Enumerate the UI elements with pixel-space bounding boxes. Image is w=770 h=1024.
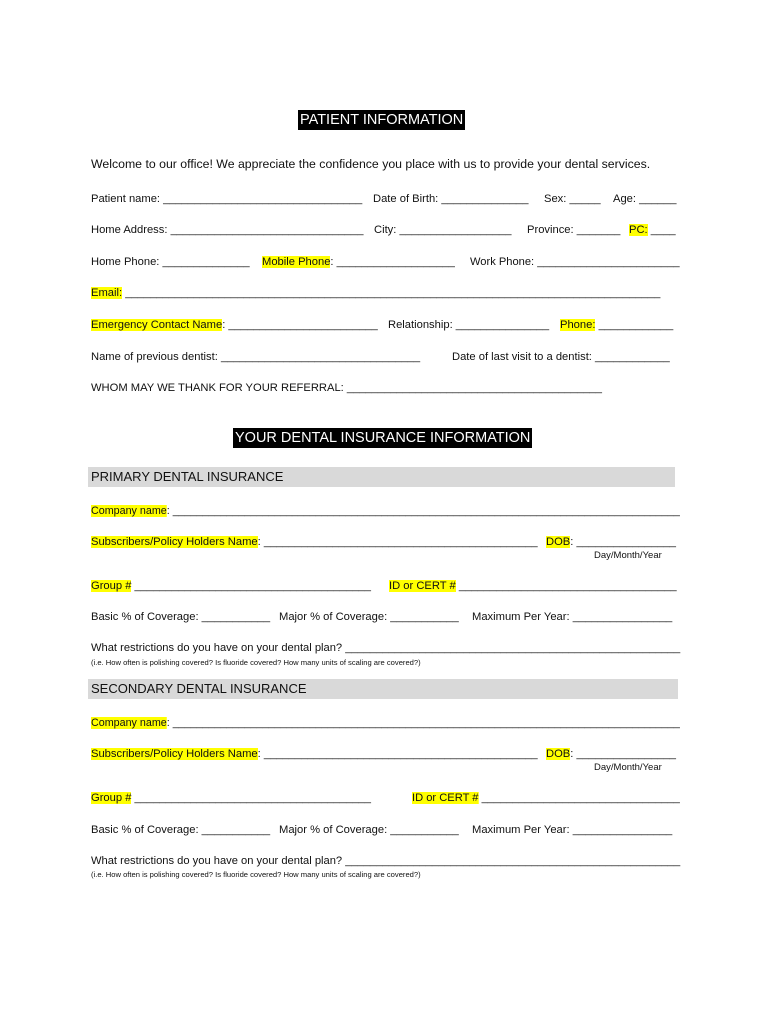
primary-id-field[interactable]	[389, 579, 677, 593]
secondary-subscriber-label: Subscribers/Policy Holders Name	[91, 748, 258, 760]
dob-field[interactable]: Date of Birth: ______________	[373, 193, 529, 205]
secondary-group-line: ______________________________________	[131, 792, 371, 804]
primary-major-coverage-field[interactable]: Major % of Coverage: ___________	[279, 611, 459, 623]
email-field[interactable]	[91, 286, 660, 300]
primary-subscriber-label: Subscribers/Policy Holders Name	[91, 536, 258, 548]
primary-dob-label: DOB	[546, 536, 571, 548]
secondary-dob-line: : ________________	[570, 748, 677, 760]
pc-field[interactable]	[629, 223, 676, 237]
secondary-group-field[interactable]	[91, 791, 371, 805]
mobile-phone-field[interactable]	[262, 255, 455, 269]
referral-field[interactable]: WHOM MAY WE THANK FOR YOUR REFERRAL: _________________________________________	[91, 382, 602, 394]
secondary-major-coverage-field[interactable]: Major % of Coverage: ___________	[279, 824, 459, 836]
primary-insurance-header: PRIMARY DENTAL INSURANCE	[88, 467, 675, 487]
primary-maximum-field[interactable]: Maximum Per Year: ________________	[472, 611, 673, 623]
secondary-id-field[interactable]	[412, 791, 680, 805]
primary-dob-line: : ________________	[570, 536, 677, 548]
secondary-company-field[interactable]	[91, 716, 680, 730]
secondary-id-line: ________________________________	[478, 792, 680, 804]
mobile-phone-label: Mobile Phone	[262, 256, 331, 268]
secondary-dob-hint: Day/Month/Year	[594, 762, 662, 773]
primary-dob-hint: Day/Month/Year	[594, 550, 662, 561]
secondary-id-label: ID or CERT #	[412, 792, 479, 804]
secondary-basic-coverage-field[interactable]: Basic % of Coverage: ___________	[91, 824, 271, 836]
last-visit-field[interactable]: Date of last visit to a dentist: ____________	[452, 351, 670, 363]
primary-company-line: : _____________________________________________________________________________________	[166, 505, 680, 517]
secondary-maximum-field[interactable]: Maximum Per Year: ________________	[472, 824, 673, 836]
secondary-group-label: Group #	[91, 792, 132, 804]
primary-subscriber-field[interactable]	[91, 535, 538, 549]
insurance-title: YOUR DENTAL INSURANCE INFORMATION	[235, 430, 531, 446]
primary-company-field[interactable]	[91, 504, 680, 518]
home-phone-field[interactable]: Home Phone: ______________	[91, 256, 250, 268]
primary-restrictions-field[interactable]: What restrictions do you have on your dental plan? ______________________________________________________	[91, 642, 681, 654]
pc-line: ____	[647, 224, 676, 236]
emergency-contact-label: Emergency Contact Name	[91, 319, 223, 331]
mobile-phone-line: : ___________________	[330, 256, 455, 268]
primary-basic-coverage-field[interactable]: Basic % of Coverage: ___________	[91, 611, 271, 623]
province-field[interactable]: Province: _______	[527, 224, 621, 236]
emergency-phone-label: Phone:	[560, 319, 596, 331]
primary-group-field[interactable]	[91, 579, 371, 593]
emergency-phone-line: ____________	[595, 319, 674, 331]
home-address-field[interactable]: Home Address: _______________________________	[91, 224, 364, 236]
secondary-dob-label: DOB	[546, 748, 571, 760]
primary-id-label: ID or CERT #	[389, 580, 456, 592]
primary-id-line: ___________________________________	[455, 580, 677, 592]
secondary-insurance-header: SECONDARY DENTAL INSURANCE	[88, 679, 678, 699]
previous-dentist-field[interactable]: Name of previous dentist: ________________________________	[91, 351, 421, 363]
pc-label: PC:	[629, 224, 648, 236]
secondary-restrictions-field[interactable]: What restrictions do you have on your dental plan? ______________________________________________________	[91, 855, 681, 867]
secondary-subscriber-field[interactable]	[91, 747, 538, 761]
patient-name-field[interactable]: Patient name: ________________________________	[91, 193, 363, 205]
secondary-company-label: Company name	[91, 717, 167, 729]
welcome-text: Welcome to our office! We appreciate the confidence you place with us to provide your dental services.	[91, 157, 651, 171]
relationship-field[interactable]: Relationship: _______________	[388, 319, 550, 331]
age-field[interactable]: Age: ______	[613, 193, 677, 205]
emergency-phone-field[interactable]	[560, 318, 673, 332]
city-field[interactable]: City: __________________	[374, 224, 512, 236]
secondary-restrictions-hint: (i.e. How often is polishing covered? Is fluoride covered? How many units of scaling are covered?)	[91, 870, 421, 879]
secondary-dob-field[interactable]	[546, 747, 676, 761]
secondary-subscriber-line: : ____________________________________________	[257, 748, 538, 760]
sex-field[interactable]: Sex: _____	[544, 193, 601, 205]
email-label: Email:	[91, 287, 123, 299]
primary-dob-field[interactable]	[546, 535, 676, 549]
work-phone-field[interactable]: Work Phone: _______________________	[470, 256, 680, 268]
primary-subscriber-line: : ____________________________________________	[257, 536, 538, 548]
primary-group-label: Group #	[91, 580, 132, 592]
secondary-company-line: : _____________________________________________________________________________________	[166, 717, 680, 729]
primary-restrictions-hint: (i.e. How often is polishing covered? Is fluoride covered? How many units of scaling are covered?)	[91, 658, 421, 667]
email-line: ______________________________________________________________________________________	[122, 287, 661, 299]
emergency-contact-field[interactable]	[91, 318, 378, 332]
emergency-contact-line: : ________________________	[222, 319, 378, 331]
patient-info-title: PATIENT INFORMATION	[300, 112, 464, 128]
primary-company-label: Company name	[91, 505, 167, 517]
primary-group-line: ______________________________________	[131, 580, 371, 592]
